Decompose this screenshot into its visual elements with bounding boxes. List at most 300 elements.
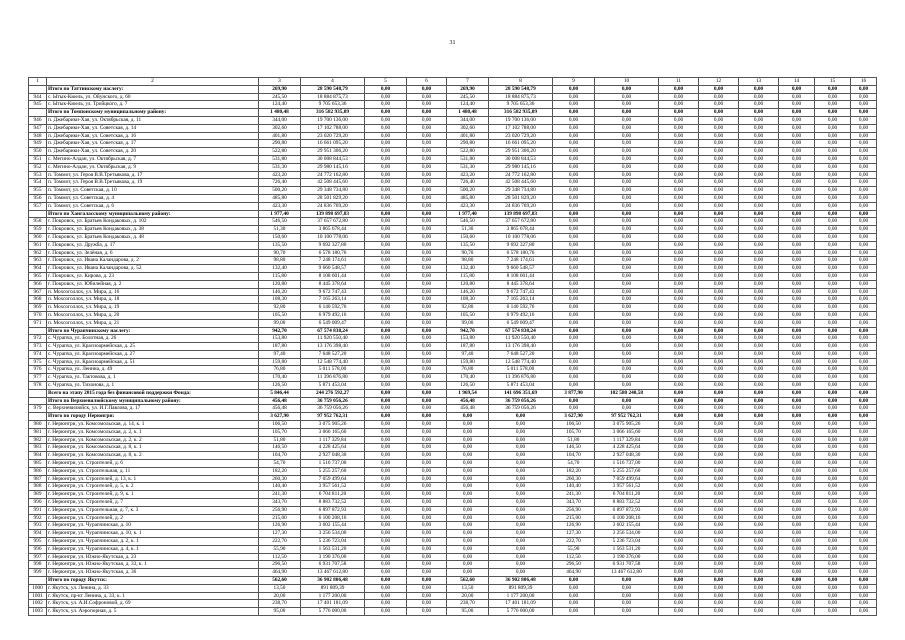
value-cell: 0,00	[659, 288, 699, 296]
row-number-cell: 980	[29, 421, 47, 429]
value-cell: 0,00	[815, 553, 851, 561]
value-cell: 0,00	[553, 327, 595, 335]
table-row	[29, 132, 877, 140]
value-cell: 17 102 788,00	[301, 124, 365, 132]
row-number-cell: 951	[29, 155, 47, 163]
value-cell: 0,00	[407, 179, 447, 187]
value-cell: 0,00	[553, 194, 595, 202]
table-row	[29, 155, 877, 163]
row-number-cell: 968	[29, 296, 47, 304]
value-cell: 0,00	[659, 506, 699, 514]
value-cell: 0,00	[815, 218, 851, 226]
value-cell: 0,00	[699, 241, 739, 249]
value-cell: 0,00	[851, 421, 877, 429]
value-cell: 0,00	[365, 460, 407, 468]
value-cell: 0,00	[365, 553, 407, 561]
value-cell: 0,00	[659, 366, 699, 374]
row-number-cell: 989	[29, 491, 47, 499]
value-cell: 0,00	[595, 577, 659, 585]
value-cell: 24 836 769,20	[489, 202, 553, 210]
row-number-cell: 999	[29, 569, 47, 577]
value-cell: 0,00	[553, 101, 595, 109]
value-cell: 0,00	[699, 85, 739, 93]
value-cell: 28 501 829,20	[489, 194, 553, 202]
value-cell: 316 582 935,09	[301, 109, 365, 117]
value-cell: 0,00	[815, 397, 851, 405]
value-cell: 0,00	[739, 163, 779, 171]
value-cell: 0,00	[407, 452, 447, 460]
value-cell: 1 516 737,00	[595, 460, 659, 468]
value-cell: 0,00	[595, 210, 659, 218]
value-cell: 0,00	[659, 421, 699, 429]
value-cell: 0,00	[553, 171, 595, 179]
value-cell: 0,00	[365, 187, 407, 195]
value-cell: 0,00	[739, 530, 779, 538]
value-cell: 0,00	[851, 257, 877, 265]
value-cell: 0,00	[779, 592, 815, 600]
value-cell: 238,70	[259, 600, 301, 608]
row-number-cell: 985	[29, 460, 47, 468]
value-cell: 0,00	[407, 218, 447, 226]
value-cell: 0,00	[407, 319, 447, 327]
address-cell: г. Покровск, ул. Юбилейная, д. 2	[47, 280, 259, 288]
value-cell: 0,00	[815, 514, 851, 522]
address-cell: г. Нерюнгри, ул. Строителей, д. 5, к. 2	[47, 483, 259, 491]
address-cell: г. Нерюнгри, ул. Южно-Якутская, д. 33, к. 1	[47, 561, 259, 569]
address-cell: Итого по Томпонскому муниципальному району:	[47, 109, 259, 117]
value-cell: 0,00	[489, 483, 553, 491]
value-cell: 0,00	[553, 382, 595, 390]
value-cell: 0,00	[699, 506, 739, 514]
value-cell: 0,00	[739, 514, 779, 522]
value-cell: 0,00	[553, 584, 595, 592]
value-cell: 0,00	[815, 202, 851, 210]
address-cell: с. Мегино-Алдан, ул. Октябрьская, д. 7	[47, 155, 259, 163]
address-cell: с. Чурапча, ул. Красноармейская, д. 27	[47, 350, 259, 358]
value-cell: 464,90	[553, 569, 595, 577]
value-cell: 3 256 534,00	[595, 530, 659, 538]
value-cell: 10 100 778,06	[489, 233, 553, 241]
subtotal-row	[29, 85, 877, 93]
value-cell: 92,80	[447, 304, 489, 312]
value-cell: 19 700 136,00	[489, 116, 553, 124]
value-cell: 146,20	[447, 288, 489, 296]
value-cell: 0,00	[659, 187, 699, 195]
value-cell: 0,00	[365, 265, 407, 273]
row-number-cell: 948	[29, 132, 47, 140]
value-cell: 0,00	[815, 436, 851, 444]
row-number-cell	[29, 210, 47, 218]
row-number-cell	[29, 413, 47, 421]
value-cell: 0,00	[815, 569, 851, 577]
value-cell: 0,00	[815, 304, 851, 312]
table-row	[29, 405, 877, 413]
value-cell: 0,00	[553, 288, 595, 296]
row-number-cell: 949	[29, 140, 47, 148]
value-cell: 0,00	[659, 553, 699, 561]
value-cell: 7 248 174,61	[301, 257, 365, 265]
address-cell: г. Покровск, ул. Зелёная, д. 6	[47, 249, 259, 257]
value-cell: 0,00	[699, 101, 739, 109]
value-cell: 0,00	[659, 405, 699, 413]
address-cell: п. Томмот, ул. Советская, д. 10	[47, 187, 259, 195]
value-cell: 0,00	[739, 452, 779, 460]
value-cell: 0,00	[553, 210, 595, 218]
address-cell: с. Чурапча, ул. Тихонова, д. 1	[47, 382, 259, 390]
value-cell: 0,00	[779, 452, 815, 460]
value-cell: 55,90	[553, 545, 595, 553]
value-cell: 0,00	[365, 116, 407, 124]
value-cell: 269,90	[259, 85, 301, 93]
value-cell: 0,00	[815, 249, 851, 257]
value-cell: 0,00	[407, 382, 447, 390]
value-cell: 0,00	[659, 249, 699, 257]
value-cell: 0,00	[699, 288, 739, 296]
row-number-cell: 1003	[29, 608, 47, 616]
address-cell: с. Чурапча, ул. Красноармейская, д. 51	[47, 358, 259, 366]
subtotal-row	[29, 397, 877, 405]
value-cell: 0,00	[779, 350, 815, 358]
value-cell: 0,00	[553, 397, 595, 405]
value-cell: 0,00	[365, 171, 407, 179]
value-cell: 0,00	[779, 265, 815, 273]
value-cell: 0,00	[739, 499, 779, 507]
value-cell: 0,00	[851, 452, 877, 460]
value-cell: 0,00	[365, 530, 407, 538]
address-cell: г. Нерюнгри, ул. Чурапчинская, д. 10	[47, 522, 259, 530]
address-cell: г. Покровск, ул. Кирова, д. 23	[47, 272, 259, 280]
value-cell: 1 177 200,00	[301, 592, 365, 600]
value-cell: 0,00	[779, 249, 815, 257]
value-cell: 0,00	[595, 288, 659, 296]
value-cell: 0,00	[779, 545, 815, 553]
value-cell: 0,00	[851, 148, 877, 156]
address-cell: г. Нерюнгри, ул. Комсомольская, д. 8, к. 1	[47, 444, 259, 452]
value-cell: 0,00	[699, 249, 739, 257]
value-cell: 0,00	[851, 413, 877, 421]
value-cell: 0,00	[365, 389, 407, 397]
value-cell: 36 759 056,26	[489, 397, 553, 405]
value-cell: 0,00	[659, 132, 699, 140]
value-cell: 0,00	[699, 421, 739, 429]
value-cell: 401,80	[447, 132, 489, 140]
value-cell: 0,00	[739, 350, 779, 358]
address-cell: г. Нерюнгри, ул. Чурапчинская, д. 10, к. 1	[47, 530, 259, 538]
value-cell: 0,00	[447, 522, 489, 530]
address-cell: г. Нерюнгри, ул. Строительная, д. 7, к. 3	[47, 506, 259, 514]
value-cell: 6 704 811,20	[595, 491, 659, 499]
value-cell: 0,00	[815, 538, 851, 546]
row-number-cell: 988	[29, 483, 47, 491]
value-cell: 0,00	[851, 171, 877, 179]
address-cell: г. Покровск, ул. Дружба, д. 17	[47, 241, 259, 249]
value-cell: 0,00	[407, 592, 447, 600]
value-cell: 0,00	[739, 233, 779, 241]
value-cell: 0,00	[851, 233, 877, 241]
value-cell: 0,00	[739, 155, 779, 163]
value-cell: 17 401 181,09	[301, 600, 365, 608]
table-row	[29, 163, 877, 171]
value-cell: 0,00	[407, 132, 447, 140]
value-cell: 140,40	[259, 483, 301, 491]
value-cell: 97 952 762,31	[301, 413, 365, 421]
value-cell: 0,00	[739, 257, 779, 265]
value-cell: 0,00	[595, 218, 659, 226]
value-cell: 0,00	[407, 366, 447, 374]
table-row	[29, 304, 877, 312]
column-number-cell: 7	[447, 78, 489, 86]
value-cell: 0,00	[595, 327, 659, 335]
row-number-cell: 983	[29, 444, 47, 452]
row-number-cell: 996	[29, 545, 47, 553]
value-cell: 0,00	[851, 288, 877, 296]
value-cell: 23 020 729,20	[489, 132, 553, 140]
table-row	[29, 460, 877, 468]
value-cell: 0,00	[489, 514, 553, 522]
row-number-cell: 945	[29, 101, 47, 109]
value-cell: 5 255 257,60	[301, 467, 365, 475]
value-cell: 139 898 697,83	[301, 210, 365, 218]
row-number-cell: 982	[29, 436, 47, 444]
row-number-cell: 978	[29, 382, 47, 390]
table-row	[29, 608, 877, 616]
value-cell: 0,00	[851, 514, 877, 522]
value-cell: 0,00	[595, 272, 659, 280]
value-cell: 1 563 531,20	[595, 545, 659, 553]
column-number-cell: 1	[29, 78, 47, 86]
table-row	[29, 584, 877, 592]
row-number-cell: 1002	[29, 600, 47, 608]
value-cell: 0,00	[407, 296, 447, 304]
address-cell: п. Джебарики-Хая, ул. Советская, д. 20	[47, 148, 259, 156]
value-cell: 0,00	[779, 366, 815, 374]
value-cell: 1 480,48	[447, 109, 489, 117]
value-cell: 9 705 653,36	[301, 101, 365, 109]
value-cell: 215,00	[553, 514, 595, 522]
value-cell: 7 059 499,64	[595, 475, 659, 483]
value-cell: 0,00	[659, 202, 699, 210]
value-cell: 10 100 778,06	[301, 233, 365, 241]
value-cell: 0,00	[851, 600, 877, 608]
table-row	[29, 187, 877, 195]
subtotal-row	[29, 577, 877, 585]
value-cell: 0,00	[659, 265, 699, 273]
value-cell: 0,00	[365, 584, 407, 592]
value-cell: 36 902 806,48	[489, 577, 553, 585]
table-row	[29, 280, 877, 288]
value-cell: 0,00	[365, 483, 407, 491]
address-cell: г. Якутск, ул. Ленина, д. 33	[47, 584, 259, 592]
address-cell: г. Нерюнгри, ул. Комсомольская, д. 14, к. 1	[47, 421, 259, 429]
value-cell: 0,00	[739, 475, 779, 483]
value-cell: 0,00	[779, 382, 815, 390]
value-cell: 0,00	[365, 506, 407, 514]
value-cell: 238,70	[447, 600, 489, 608]
value-cell: 0,00	[739, 311, 779, 319]
value-cell: 0,00	[851, 436, 877, 444]
value-cell: 456,48	[447, 397, 489, 405]
value-cell: 97,40	[259, 350, 301, 358]
row-number-cell: 987	[29, 475, 47, 483]
value-cell: 0,00	[815, 499, 851, 507]
value-cell: 0,00	[815, 343, 851, 351]
value-cell: 1 480,48	[259, 109, 301, 117]
value-cell: 5 255 257,60	[595, 467, 659, 475]
value-cell: 0,00	[365, 304, 407, 312]
value-cell: 0,00	[779, 491, 815, 499]
table-row	[29, 171, 877, 179]
value-cell: 0,00	[815, 483, 851, 491]
value-cell: 0,00	[553, 226, 595, 234]
value-cell: 1 977,40	[259, 210, 301, 218]
value-cell: 0,00	[815, 577, 851, 585]
value-cell: 0,00	[659, 545, 699, 553]
table-row	[29, 421, 877, 429]
address-cell: с. Чурапча, ул. Тактовова, д. 1	[47, 374, 259, 382]
value-cell: 0,00	[447, 506, 489, 514]
value-cell: 0,00	[407, 233, 447, 241]
value-cell: 0,00	[815, 132, 851, 140]
value-cell: 456,48	[259, 397, 301, 405]
value-cell: 0,00	[815, 163, 851, 171]
value-cell: 108,30	[447, 296, 489, 304]
value-cell: 0,00	[659, 389, 699, 397]
row-number-cell: 997	[29, 553, 47, 561]
row-number-cell	[29, 397, 47, 405]
address-cell: г. Якутск, пр-кт Ленина, д. 33, к. 1	[47, 592, 259, 600]
value-cell: 0,00	[739, 226, 779, 234]
value-cell: 0,00	[699, 343, 739, 351]
value-cell: 0,00	[815, 280, 851, 288]
value-cell: 290,80	[259, 140, 301, 148]
value-cell: 0,00	[407, 288, 447, 296]
row-number-cell: 958	[29, 218, 47, 226]
value-cell: 0,00	[365, 249, 407, 257]
value-cell: 0,00	[407, 155, 447, 163]
table-row	[29, 382, 877, 390]
value-cell: 0,00	[447, 514, 489, 522]
value-cell: 485,80	[447, 194, 489, 202]
value-cell: 0,00	[659, 327, 699, 335]
value-cell: 0,00	[407, 140, 447, 148]
value-cell: 0,00	[489, 561, 553, 569]
value-cell: 0,00	[365, 475, 407, 483]
value-cell: 343,70	[259, 499, 301, 507]
value-cell: 0,00	[779, 155, 815, 163]
value-cell: 0,00	[699, 366, 739, 374]
value-cell: 0,00	[851, 140, 877, 148]
value-cell: 0,00	[815, 327, 851, 335]
value-cell: 0,00	[699, 116, 739, 124]
value-cell: 0,00	[553, 155, 595, 163]
value-cell: 0,00	[365, 343, 407, 351]
value-cell: 0,00	[365, 600, 407, 608]
value-cell: 0,00	[365, 428, 407, 436]
row-number-cell: 967	[29, 288, 47, 296]
value-cell: 51,30	[447, 226, 489, 234]
value-cell: 0,00	[447, 545, 489, 553]
value-cell: 90,70	[259, 249, 301, 257]
value-cell: 112,50	[259, 553, 301, 561]
address-cell: п. Джебарики-Хая, ул. Советская, д. 16	[47, 132, 259, 140]
value-cell: 1 969,54	[447, 389, 489, 397]
value-cell: 0,00	[699, 374, 739, 382]
value-cell: 222,70	[259, 538, 301, 546]
value-cell: 6 140 592,76	[489, 304, 553, 312]
column-number-cell: 14	[779, 78, 815, 86]
value-cell: 0,00	[779, 343, 815, 351]
value-cell: 12 548 774,40	[301, 358, 365, 366]
value-cell: 0,00	[595, 358, 659, 366]
value-cell: 0,00	[779, 600, 815, 608]
row-number-cell: 986	[29, 467, 47, 475]
value-cell: 3 075 905,26	[301, 421, 365, 429]
value-cell: 0,00	[595, 311, 659, 319]
value-cell: 0,00	[779, 124, 815, 132]
value-cell: 0,00	[407, 327, 447, 335]
value-cell: 8 883 732,52	[301, 499, 365, 507]
value-cell: 0,00	[815, 288, 851, 296]
value-cell: 0,00	[699, 155, 739, 163]
value-cell: 0,00	[779, 241, 815, 249]
value-cell: 0,00	[595, 296, 659, 304]
value-cell: 0,00	[595, 592, 659, 600]
value-cell: 0,00	[595, 350, 659, 358]
value-cell: 0,00	[659, 241, 699, 249]
value-cell: 30 008 844,53	[301, 155, 365, 163]
value-cell: 531,80	[259, 155, 301, 163]
value-cell: 29 951 306,20	[489, 148, 553, 156]
value-cell: 5 846,44	[259, 389, 301, 397]
value-cell: 0,00	[815, 311, 851, 319]
row-number-cell: 998	[29, 561, 47, 569]
value-cell: 0,00	[659, 194, 699, 202]
value-cell: 0,00	[739, 249, 779, 257]
value-cell: 0,00	[851, 327, 877, 335]
row-number-cell	[29, 109, 47, 117]
table-row	[29, 350, 877, 358]
table-row	[29, 467, 877, 475]
value-cell: 0,00	[365, 272, 407, 280]
value-cell: 0,00	[365, 311, 407, 319]
value-cell: 0,00	[779, 467, 815, 475]
value-cell: 0,00	[851, 101, 877, 109]
value-cell: 0,00	[595, 148, 659, 156]
value-cell: 5 871 453,04	[301, 382, 365, 390]
value-cell: 8 445 378,64	[301, 280, 365, 288]
value-cell: 0,00	[365, 397, 407, 405]
value-cell: 0,00	[739, 116, 779, 124]
value-cell: 37 657 672,80	[301, 218, 365, 226]
value-cell: 0,00	[779, 304, 815, 312]
value-cell: 0,00	[739, 241, 779, 249]
value-cell: 19 700 136,00	[301, 116, 365, 124]
value-cell: 0,00	[815, 265, 851, 273]
value-cell: 0,00	[659, 413, 699, 421]
value-cell: 0,00	[489, 499, 553, 507]
value-cell: 891 809,39	[301, 584, 365, 592]
value-cell: 0,00	[595, 132, 659, 140]
row-number-cell: 956	[29, 194, 47, 202]
value-cell: 51,80	[259, 436, 301, 444]
value-cell: 0,00	[815, 491, 851, 499]
value-cell: 0,00	[815, 561, 851, 569]
row-number-cell: 946	[29, 116, 47, 124]
value-cell: 90,70	[447, 249, 489, 257]
value-cell: 0,00	[365, 327, 407, 335]
value-cell: 0,00	[407, 483, 447, 491]
row-number-cell: 976	[29, 366, 47, 374]
